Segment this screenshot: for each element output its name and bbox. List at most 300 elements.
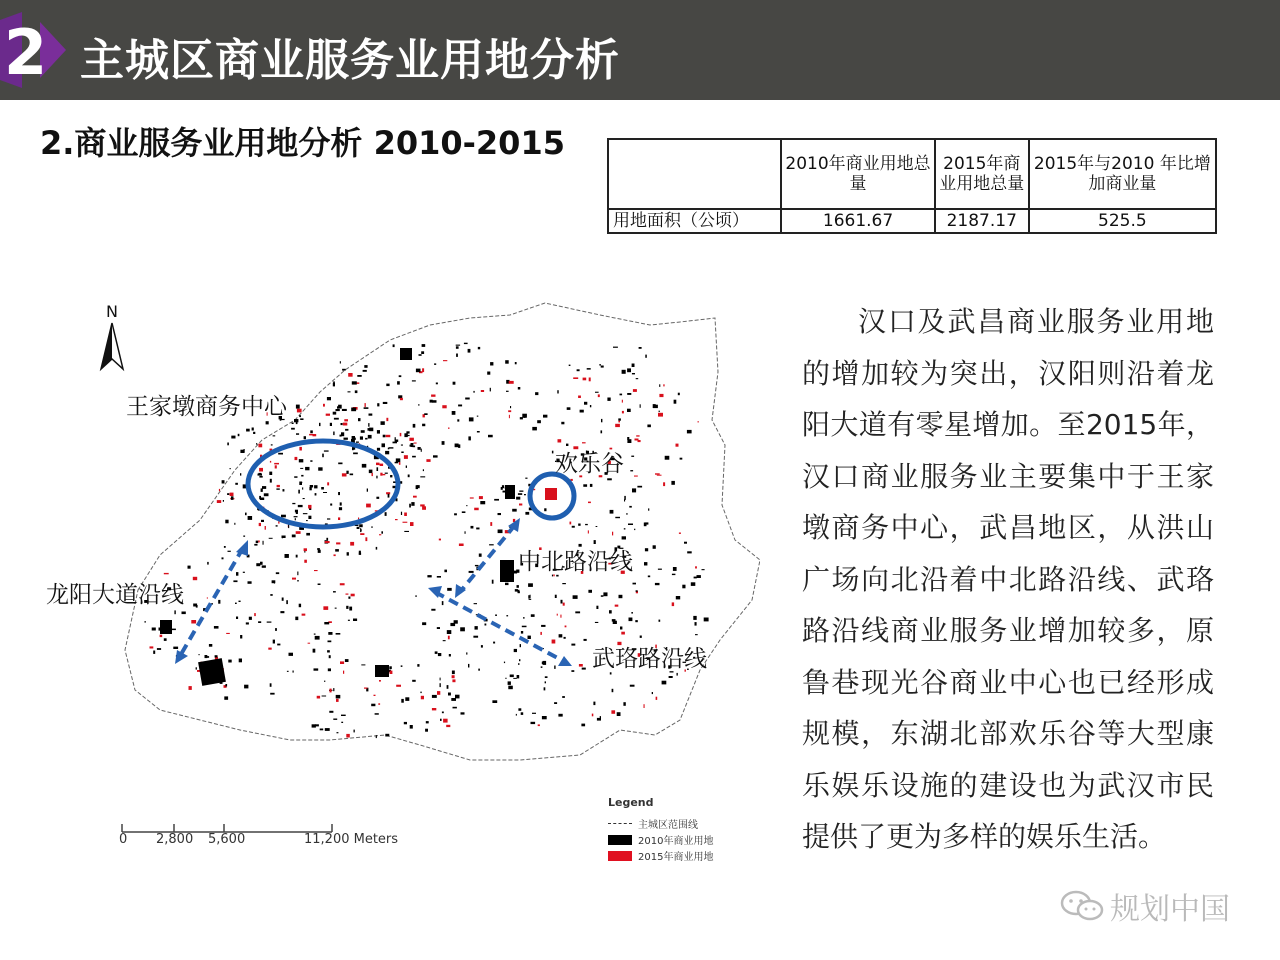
land-parcel <box>326 538 328 540</box>
land-parcel <box>395 519 398 520</box>
land-parcel <box>412 456 416 458</box>
land-parcel <box>376 497 379 499</box>
land-parcel <box>475 565 479 566</box>
land-parcel <box>329 655 331 658</box>
land-parcel <box>357 527 360 529</box>
land-parcel <box>277 644 280 646</box>
land-parcel <box>236 572 238 576</box>
land-parcel <box>276 488 279 489</box>
land-parcel <box>317 548 320 550</box>
land-parcel <box>292 423 294 425</box>
land-parcel <box>358 418 361 421</box>
land-parcel <box>693 616 696 620</box>
land-parcel <box>542 716 547 719</box>
land-parcel <box>285 554 289 558</box>
land-parcel <box>452 671 455 675</box>
land-parcel <box>289 653 294 656</box>
land-parcel <box>458 444 460 448</box>
land-parcel <box>385 734 389 737</box>
land-parcel <box>269 538 273 539</box>
legend-item-label: 2010年商业用地 <box>638 836 714 847</box>
land-parcel <box>295 510 298 513</box>
land-parcel <box>448 693 451 696</box>
land-parcel <box>375 713 379 715</box>
land-parcel <box>338 463 342 465</box>
land-parcel <box>327 482 329 485</box>
land-parcel <box>648 508 649 510</box>
land-parcel <box>603 592 607 596</box>
land-parcel <box>160 635 163 637</box>
land-parcel <box>601 366 604 368</box>
land-parcel <box>265 526 266 530</box>
land-parcel <box>306 520 308 521</box>
land-parcel <box>645 355 647 358</box>
land-parcel <box>469 417 474 421</box>
land-parcel <box>631 456 634 457</box>
land-parcel <box>248 516 253 520</box>
land-parcel <box>264 493 269 496</box>
land-parcel <box>334 554 336 556</box>
land-parcel <box>404 722 407 724</box>
land-parcel <box>655 583 660 585</box>
land-parcel <box>196 605 198 608</box>
land-parcel <box>439 539 441 541</box>
land-parcel <box>518 493 522 495</box>
land-parcel <box>505 678 506 679</box>
land-parcel <box>418 447 421 450</box>
land-parcel <box>303 513 308 514</box>
land-parcel <box>498 513 502 515</box>
land-parcel <box>468 349 471 353</box>
land-parcel <box>494 499 499 501</box>
land-parcel <box>629 618 633 622</box>
land-parcel <box>342 369 346 371</box>
land-parcel <box>644 562 647 565</box>
land-parcel <box>628 524 633 526</box>
land-parcel <box>633 583 637 585</box>
legend-item <box>608 832 713 847</box>
land-parcel <box>338 492 340 495</box>
land-parcel <box>457 419 459 421</box>
land-parcel <box>634 476 638 477</box>
land-parcel <box>506 615 508 616</box>
land-parcel <box>475 626 478 630</box>
land-parcel <box>525 478 527 479</box>
land-parcel <box>431 609 435 611</box>
land-parcel <box>336 699 339 702</box>
land-parcel <box>422 424 425 427</box>
land-parcel <box>230 493 234 496</box>
land-parcel <box>348 620 350 621</box>
land-parcel <box>425 729 428 732</box>
land-parcel <box>583 378 587 381</box>
land-parcel <box>358 518 359 520</box>
land-parcel <box>348 373 352 377</box>
land-parcel <box>377 430 380 434</box>
land-parcel <box>336 409 340 411</box>
land-parcel <box>272 580 276 583</box>
land-parcel <box>383 474 386 475</box>
land-parcel <box>341 715 346 716</box>
land-parcel <box>474 603 477 604</box>
legend-item-label: 2015年商业用地 <box>638 852 714 863</box>
land-parcel <box>328 641 332 643</box>
land-parcel <box>489 544 494 545</box>
land-parcel <box>525 512 529 515</box>
land-parcel <box>442 712 444 714</box>
land-parcel <box>340 361 341 363</box>
land-parcel <box>627 439 631 443</box>
land-parcel <box>437 627 440 629</box>
land-parcel <box>596 526 598 527</box>
land-parcel <box>275 628 277 631</box>
land-parcel <box>346 606 348 609</box>
land-parcel <box>420 504 425 506</box>
legend-item-label: 主城区范围线 <box>638 820 698 831</box>
land-parcel <box>506 391 509 392</box>
section-number: 2 <box>4 16 48 88</box>
land-parcel <box>408 475 410 478</box>
land-parcel <box>545 681 546 683</box>
land-parcel <box>244 685 248 689</box>
land-parcel <box>555 595 557 598</box>
land-parcel <box>207 597 208 598</box>
land-parcel <box>258 621 261 623</box>
land-parcel <box>519 504 522 506</box>
land-parcel <box>662 681 667 685</box>
land-parcel <box>452 411 456 415</box>
land-parcel <box>338 405 342 409</box>
land-parcel <box>248 581 252 584</box>
land-parcel <box>430 400 433 403</box>
land-parcel <box>299 604 301 608</box>
land-parcel <box>466 505 467 506</box>
land-parcel <box>207 562 209 565</box>
land-parcel <box>624 528 626 529</box>
land-parcel <box>371 526 372 527</box>
land-parcel <box>694 577 697 579</box>
page-title: 主城区商业服务业用地分析 <box>80 35 620 86</box>
land-parcel <box>333 412 337 415</box>
land-parcel <box>333 591 336 592</box>
land-parcel <box>443 640 446 641</box>
land-parcel <box>704 618 709 622</box>
land-parcel <box>627 393 631 395</box>
land-parcel <box>258 444 262 448</box>
land-parcel <box>243 572 245 573</box>
land-parcel <box>624 499 625 501</box>
land-parcel <box>653 405 658 408</box>
huanlegu-parcel <box>545 488 557 500</box>
land-parcel <box>297 409 302 413</box>
land-parcel <box>663 482 665 486</box>
land-parcel <box>315 493 317 495</box>
land-parcel <box>448 636 450 640</box>
land-parcel <box>270 479 272 483</box>
land-parcel <box>215 655 218 657</box>
land-parcel <box>292 535 296 538</box>
land-parcel <box>461 712 465 714</box>
land-parcel <box>502 485 504 488</box>
land-parcel <box>330 689 332 693</box>
land-parcel <box>357 375 361 377</box>
land-parcel <box>490 388 491 392</box>
land-parcel <box>456 346 459 349</box>
land-parcel <box>352 381 357 384</box>
land-parcel <box>352 438 356 440</box>
land-parcel <box>340 661 344 664</box>
land-parcel <box>199 654 200 655</box>
land-parcel <box>189 686 192 690</box>
land-parcel <box>593 702 595 706</box>
land-parcel <box>442 601 444 605</box>
watermark-text: 规划中国 <box>1110 892 1230 927</box>
land-parcel <box>217 500 221 503</box>
land-parcel <box>350 542 354 546</box>
land-parcel <box>418 404 419 406</box>
land-parcel <box>585 524 588 525</box>
land-parcel <box>535 392 538 395</box>
land-parcel <box>697 575 701 578</box>
land-parcel <box>256 563 260 566</box>
land-parcel <box>266 421 269 424</box>
legend-red-swatch <box>608 851 632 861</box>
land-parcel <box>304 436 306 439</box>
land-parcel <box>303 498 305 499</box>
land-parcel <box>529 599 532 600</box>
land-parcel <box>517 675 520 678</box>
land-parcel <box>663 384 664 386</box>
table-cell: 1661.67 <box>781 209 935 233</box>
land-parcel <box>644 704 645 708</box>
land-parcel <box>270 693 274 695</box>
land-parcel <box>269 472 272 475</box>
map-legend <box>608 796 758 866</box>
land-parcel <box>260 562 263 565</box>
city-boundary <box>125 303 760 760</box>
land-parcel <box>346 471 348 474</box>
land-parcel <box>658 569 662 570</box>
land-parcel <box>322 696 327 697</box>
land-parcel <box>295 457 298 460</box>
land-parcel <box>249 617 252 620</box>
land-parcel <box>620 627 622 630</box>
land-parcel <box>369 470 373 474</box>
land-parcel <box>379 534 381 535</box>
land-parcel <box>612 532 613 536</box>
land-parcel <box>671 481 675 485</box>
land-parcel <box>345 659 349 662</box>
land-parcel <box>336 695 341 699</box>
land-parcel <box>321 487 324 490</box>
land-parcel <box>488 435 493 438</box>
land-parcel <box>505 360 509 364</box>
land-parcel <box>367 489 368 492</box>
land-parcel <box>636 590 638 592</box>
land-parcel <box>157 648 161 650</box>
land-parcel <box>342 473 347 476</box>
land-parcel <box>389 447 394 448</box>
land-parcel <box>620 394 623 396</box>
land-parcel <box>589 378 591 382</box>
land-parcel <box>617 712 621 716</box>
land-parcel <box>259 468 263 472</box>
land-parcel <box>223 500 224 502</box>
land-parcel <box>377 403 379 406</box>
land-parcel <box>595 392 599 393</box>
land-parcel <box>455 695 460 699</box>
land-parcel <box>404 531 409 532</box>
land-parcel <box>333 688 334 691</box>
land-parcel <box>443 360 447 361</box>
land-parcel <box>365 537 367 541</box>
land-parcel <box>406 431 409 433</box>
land-parcel <box>446 725 450 727</box>
land-parcel <box>315 724 319 726</box>
land-parcel <box>335 549 339 552</box>
land-parcel <box>528 583 533 587</box>
land-parcel <box>588 502 591 504</box>
land-parcel <box>579 664 583 667</box>
land-parcel <box>234 523 235 525</box>
land-parcel <box>544 687 546 690</box>
table-header-cell: 2015年与2010 年比增加商业量 <box>1029 139 1216 209</box>
land-parcel <box>376 547 378 550</box>
land-parcel <box>214 626 219 629</box>
land-parcel <box>450 623 455 626</box>
land-parcel <box>405 697 409 701</box>
land-parcel <box>554 702 557 704</box>
land-parcel <box>562 583 566 584</box>
land-parcel <box>516 714 517 716</box>
land-parcel <box>615 517 620 518</box>
land-parcel <box>601 430 603 433</box>
land-parcel <box>421 696 424 700</box>
land-parcel <box>364 407 369 409</box>
land-parcel <box>518 387 521 390</box>
land-parcel <box>252 428 254 431</box>
land-parcel <box>481 645 483 648</box>
land-parcel <box>245 513 247 516</box>
label-wangjiadun: 王家墩商务中心 <box>126 394 287 420</box>
land-parcel <box>563 603 565 606</box>
land-parcel <box>318 467 322 470</box>
land-parcel <box>449 654 451 657</box>
land-parcel <box>262 565 266 567</box>
land-parcel <box>572 526 575 528</box>
land-parcel <box>615 424 620 427</box>
land-parcel <box>447 630 452 634</box>
land-parcel <box>561 600 563 604</box>
land-parcel <box>676 444 679 447</box>
land-parcel <box>698 421 699 422</box>
land-parcel <box>301 475 303 477</box>
land-parcel <box>377 467 379 471</box>
land-parcel <box>631 612 633 614</box>
land-parcel <box>636 378 639 379</box>
land-parcel <box>532 427 537 431</box>
land-parcel <box>293 671 294 673</box>
land-parcel <box>395 440 399 442</box>
land-parcel <box>299 415 301 417</box>
land-parcel <box>393 344 395 347</box>
land-parcel <box>400 398 403 400</box>
land-parcel <box>239 601 241 602</box>
land-parcel <box>495 615 497 616</box>
land-parcel <box>240 635 242 639</box>
land-parcel <box>327 650 330 652</box>
land-parcel <box>665 456 670 460</box>
land-parcel <box>359 524 363 527</box>
land-parcel <box>296 531 301 534</box>
land-parcel <box>340 583 345 585</box>
land-parcel <box>503 491 506 493</box>
land-parcel <box>323 404 325 407</box>
legend-dashed-line-swatch <box>608 823 632 824</box>
land-parcel <box>520 644 521 647</box>
land-parcel <box>640 404 641 408</box>
land-parcel <box>528 595 529 598</box>
land-parcel <box>558 714 562 717</box>
land-parcel <box>254 613 256 616</box>
land-parcel <box>376 735 377 738</box>
description-paragraph: 汉口及武昌商业服务业用地的增加较为突出，汉阳则沿着龙阳大道有零星增加。至2015年，汉口商业服务业主要集中于王家墩商务中心，武昌地区，从洪山广场向北沿着中北路沿线、武珞路沿线商业服务业增加较多，原鲁巷现光谷商业中心也已经形成规模，东湖北部欢乐谷等大型康乐娱乐设施的建设也为武汉市民提供了更为多样的娱乐生活。 <box>802 305 1214 853</box>
land-parcel <box>410 725 413 729</box>
land-parcel <box>498 530 503 534</box>
land-parcel <box>452 679 455 682</box>
land-parcel <box>365 403 366 407</box>
land-parcel <box>259 476 262 478</box>
land-parcel <box>627 368 631 372</box>
land-parcel <box>271 444 273 445</box>
land-parcel <box>317 696 320 699</box>
land-parcel <box>440 683 441 687</box>
land-parcel <box>629 506 632 508</box>
land-parcel <box>490 522 492 526</box>
land-parcel <box>469 571 474 573</box>
legend-item <box>608 848 713 863</box>
land-parcel <box>238 434 240 436</box>
land-parcel <box>669 676 673 678</box>
land-parcel <box>471 526 474 529</box>
land-parcel <box>376 476 377 479</box>
land-parcel <box>326 414 330 416</box>
land-parcel <box>687 551 692 553</box>
land-parcel <box>295 518 296 520</box>
land-parcel <box>543 415 547 418</box>
land-parcel <box>622 400 623 403</box>
land-parcel <box>522 626 527 628</box>
land-parcel <box>612 689 614 692</box>
land-parcel <box>447 588 452 591</box>
land-parcel <box>401 512 402 515</box>
land-parcel <box>343 671 344 674</box>
land-area-table <box>607 138 1217 234</box>
land-parcel <box>632 364 635 368</box>
land-parcel <box>601 595 604 597</box>
land-parcel <box>470 497 474 498</box>
land-parcel <box>291 428 295 430</box>
table-header-cell: 2010年商业用地总量 <box>781 139 935 209</box>
wechat-icon <box>1060 890 1104 922</box>
land-parcel <box>209 644 212 647</box>
land-parcel <box>308 643 311 644</box>
land-parcel <box>456 345 460 346</box>
land-parcel <box>368 435 372 439</box>
land-parcel <box>478 669 480 671</box>
land-parcel <box>531 722 536 724</box>
land-parcel <box>531 614 535 617</box>
